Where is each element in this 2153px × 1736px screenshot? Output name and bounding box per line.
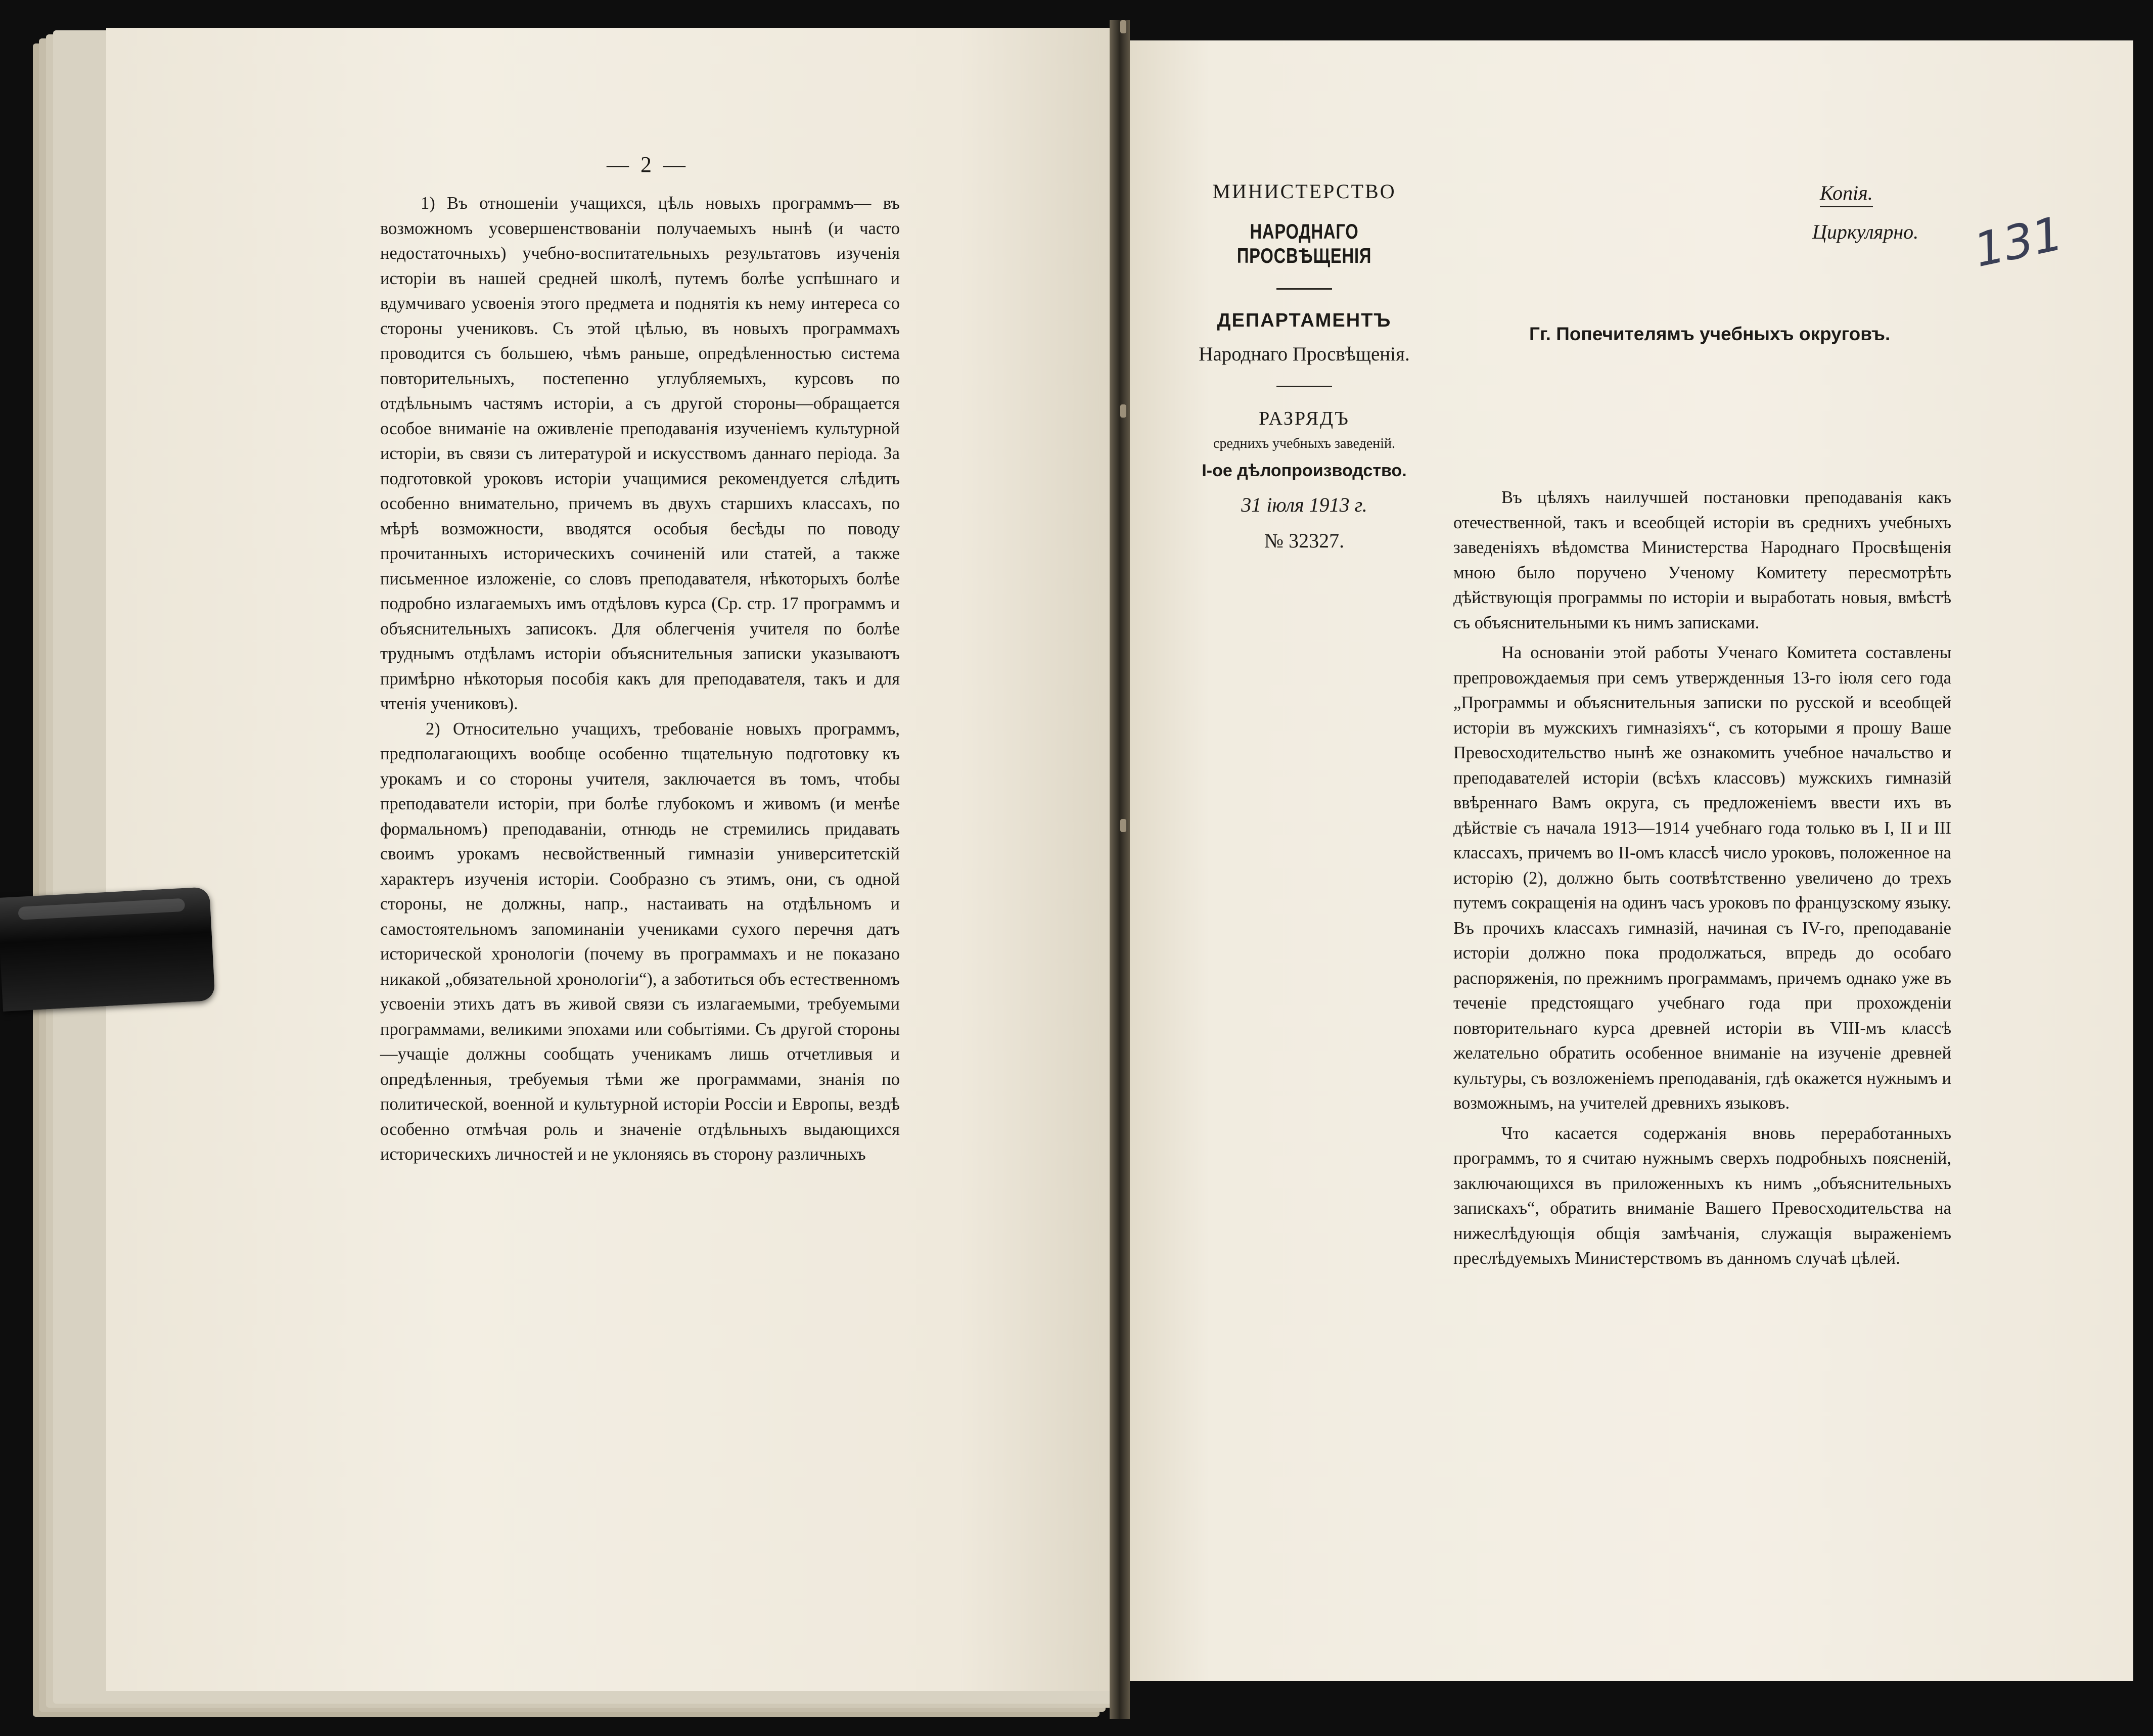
left-page-body (380, 191, 900, 1167)
binder-clip-highlight (18, 898, 185, 920)
paragraph-intro: Въ цѣляхъ наилучшей постановки преподаванiя какъ отечественной, такъ и всеобщей исторiи въ среднихъ учебныхъ заведенiяхъ вѣдомства Министерства Народнаго Просвѣщенiя мною было поручено Ученому Комитету пересмотрѣть дѣйствующiя программы по исторiи и выработать новыя, вмѣстѣ съ объяснительными къ нимъ записками. (1453, 488, 1951, 632)
divider (1276, 386, 1332, 387)
page-number: — 2 — (607, 152, 689, 177)
paragraph-content: Что касается содержанiя вновь переработанныхъ программъ, то я считаю нужнымъ сверхъ подробныхъ поясненiй, заключающихся въ приложенныхъ къ нимъ „объяснительныхъ запискахъ“, обратить вниманiе Вашего Превосходительства на нижеслѣдующiя общiя замѣчанiя, служащiя выраженiемъ преслѣдуемыхъ Министерствомъ въ данномъ случаѣ цѣлей. (1453, 1123, 1951, 1268)
ministry-subtitle: НАРОДНАГО ПРОСВѢЩЕНIЯ (1236, 219, 1372, 267)
department-subtitle: Народнаго Просвѣщенiя. (1199, 343, 1410, 365)
category-title: РАЗРЯДЪ (1259, 408, 1350, 429)
letterhead (1178, 179, 1431, 553)
document-number: № 32327. (1264, 529, 1345, 552)
ministry-title: МИНИСТЕРСТВО (1212, 180, 1396, 203)
section-title: I-ое дѣлопроизводство. (1202, 461, 1407, 480)
circular-mark: Циркулярно. (1812, 220, 1919, 243)
binder-clip (0, 887, 215, 1012)
handwritten-archive-number: 131 (1969, 206, 2068, 278)
addressee: Гг. Попечителямъ учебныхъ округовъ. (1529, 324, 1891, 344)
binding-thread-middle (1120, 404, 1126, 418)
paragraph-students: 1) Въ отношенiи учащихся, цѣль новыхъ программъ— въ возможномъ усовершенствованiи получаемыхъ нынѣ (и часто недостаточныхъ) учебно-воспитательныхъ результатовъ изученiя исторiи въ нашей средней школѣ, путемъ болѣе успѣшнаго и вдумчиваго усвоенiя этого предмета и поднятiя къ нему интереса со стороны учениковъ. Съ этой цѣлью, въ новыхъ программахъ проводится съ большею, чѣмъ раньше, опредѣленностью система повторительныхъ, постепенно углубляемыхъ, курсовъ по отдѣльнымъ частямъ исторiи, а съ другой стороны—обращается особое вниманiе на оживленiе преподаванiя изученiемъ культурной исторiи, въ связи съ литературой и искусствомъ даннаго перiода. За подготовкой уроковъ исторiи учащимися рекомендуется слѣдить особенно внимательно, причемъ въ двухъ старшихъ классахъ, по мѣрѣ возможности, вводятся особыя бесѣды по поводу прочитанныхъ историческихъ сочиненiй или статей, а также письменное изложенiе, со словъ преподавателя, нѣкоторыхъ болѣе подробно излагаемыхъ имъ отдѣловъ курса (Ср. стр. 17 программъ и объяснительныхъ записокъ. Для облегченiя учителя по болѣе труднымъ отдѣламъ исторiи объяснительныя записки указываютъ примѣрно нѣкоторыя пособiя какъ для преподавателя, такъ и для чтенiя учениковъ). (380, 194, 900, 713)
book-gutter (1110, 20, 1130, 1719)
department-title: ДЕПАРТАМЕНТЪ (1217, 310, 1392, 331)
paragraph-programs: На основанiи этой работы Ученаго Комитета составлены препровождаемыя при семъ утвержденныя 13-го iюля сего года „Программы и объяснительныя записки по русской и всеобщей исторiи въ мужскихъ гимназiяхъ“, съ которыми я прошу Ваше Превосходительство нынѣ же ознакомить учебное начальство и преподавателей исторiи (всѣхъ классовъ) мужскихъ гимназiй ввѣреннаго Вамъ округа, съ предложенiемъ ввести ихъ въ дѣйствiе съ начала 1913—1914 учебнаго года только въ I, II и III классахъ, причемъ во II-омъ классѣ число уроковъ, положенное на исторiю (2), должно быть соотвѣтственно увеличено до трехъ путемъ сокращенiя на одинъ часъ уроковъ по французскому языку. Въ прочихъ классахъ гимназiй, начиная съ IV-го, преподаванiе исторiи должно пока продолжаться, впредь до особаго распоряженiя, по прежнимъ программамъ, причемъ однако уже въ теченiе предстоящаго учебнаго года при прохожденiи повторительнаго курса древней исторiи въ VIII-мъ классѣ желательно обратить особенное вниманiе на изученiе древней культуры, съ возложенiемъ преподаванiя, гдѣ окажется нужнымъ и возможнымъ, на учителей древнихъ языковъ. (1453, 643, 1951, 1113)
copy-mark: Копiя. (1820, 181, 1873, 207)
divider (1276, 288, 1332, 290)
category-subtitle: среднихъ учебныхъ заведенiй. (1213, 436, 1396, 451)
right-page-body (1453, 485, 1951, 1271)
binding-thread-top (1120, 20, 1126, 33)
paragraph-teachers: 2) Относительно учащихъ, требованiе новыхъ программъ, предполагающихъ вообще особенно тщательную подготовку къ урокамъ и со стороны учителя, заключается въ томъ, чтобы преподаватели исторiи, при болѣе глубокомъ и живомъ (и менѣе формальномъ) преподаванiи, отнюдь не стремились придавать своимъ урокамъ несвойственный гимназiи университетскiй характеръ изученiя исторiи. Сообразно съ этимъ, они, съ одной стороны, не должны, напр., настаивать на отдѣльномъ и самостоятельномъ запоминанiи учениками сухого перечня датъ исторической хронологiи (почему въ программахъ и не показано никакой „обязательной хронологiи“), а заботиться объ естественномъ усвоенiи этихъ датъ въ живой связи съ излагаемыми, требуемыми программами, великими эпохами или событiями. Съ другой стороны—учащiе должны сообщать ученикамъ лишь отчетливыя и опредѣленныя, требуемыя тѣми же программами, знанiя по политической, военной и культурной исторiи Россiи и Европы, вездѣ особенно отмѣчая роль и значенiе отдѣльныхъ выдающихся историческихъ личностей и не уклоняясь въ сторону различныхъ (380, 719, 900, 1164)
binding-thread-lower (1120, 819, 1126, 832)
document-date: 31 iюля 1913 г. (1241, 493, 1367, 516)
